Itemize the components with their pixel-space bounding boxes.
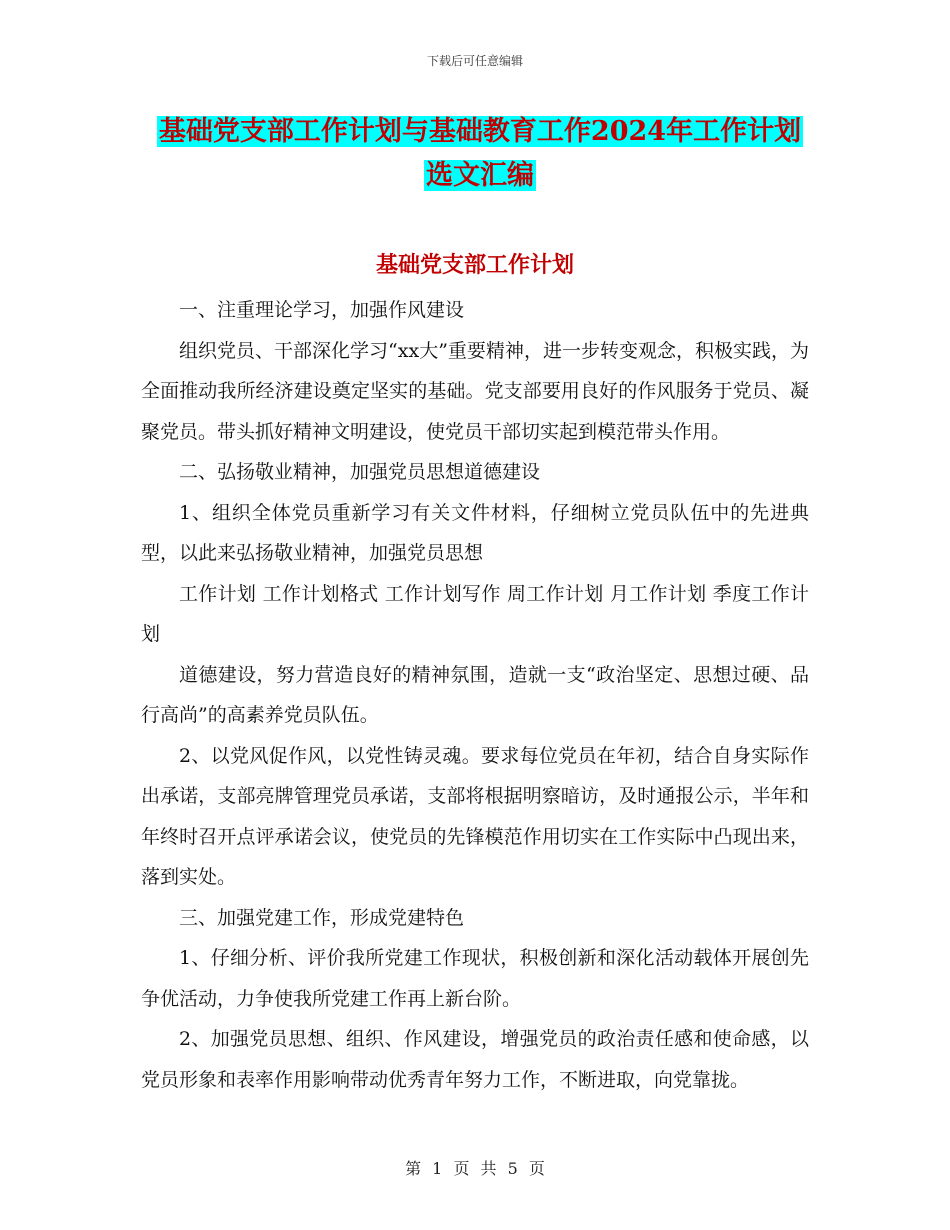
header-note: 下载后可任意编辑 <box>426 54 523 68</box>
paragraph: 工作计划 工作计划格式 工作计划写作 周工作计划 月工作计划 季度工作计划 <box>141 582 809 645</box>
paragraph: 组织党员、干部深化学习“xx大”重要精神，进一步转变观念，积极实践，为全面推动我所经济建设奠定坚实的基础。党支部要用良好的作风服务于党员、凝聚党员。带头抓好精神文明建设，使党员干部切实起到模范带头作用。 <box>141 339 809 443</box>
paragraph: 一、注重理论学习，加强作风建设 <box>179 299 465 321</box>
paragraph: 2、以党风促作风，以党性铸灵魂。要求每位党员在年初，结合自身实际作出承诺，支部亮牌管理党员承诺，支部将根据明察暗访，及时通报公示，半年和年终时召开点评承诺会议，使党员的先锋模范作用切实在工作实际中凸现出来，落到实处。 <box>141 744 809 888</box>
paragraph: 2、加强党员思想、组织、作风建设，增强党员的政治责任感和使命感，以党员形象和表率作用影响带动优秀青年努力工作，不断进取，向党靠拢。 <box>141 1028 809 1091</box>
paragraph: 二、弘扬敬业精神，加强党员思想道德建设 <box>179 461 541 483</box>
paragraph: 1、组织全体党员重新学习有关文件材料，仔细树立党员队伍中的先进典型，以此来弘扬敬业精神，加强党员思想 <box>141 501 809 564</box>
page-footer: 第 1 页 共 5 页 <box>405 1159 545 1178</box>
title-line-2: 选文汇编 <box>426 160 534 191</box>
title-line-1: 基础党支部工作计划与基础教育工作2024年工作计划 <box>158 116 802 147</box>
paragraph: 三、加强党建工作，形成党建特色 <box>179 906 465 929</box>
paragraph: 1、仔细分析、评价我所党建工作现状，积极创新和深化活动载体开展创先争优活动，力争使我所党建工作再上新台阶。 <box>141 947 809 1010</box>
document-body <box>141 290 809 1100</box>
document-title <box>140 110 820 198</box>
paragraph: 道德建设，努力营造良好的精神氛围，造就一支“政治坚定、思想过硬、品行高尚”的高素养党员队伍。 <box>141 663 809 726</box>
section-title: 基础党支部工作计划 <box>375 252 574 278</box>
